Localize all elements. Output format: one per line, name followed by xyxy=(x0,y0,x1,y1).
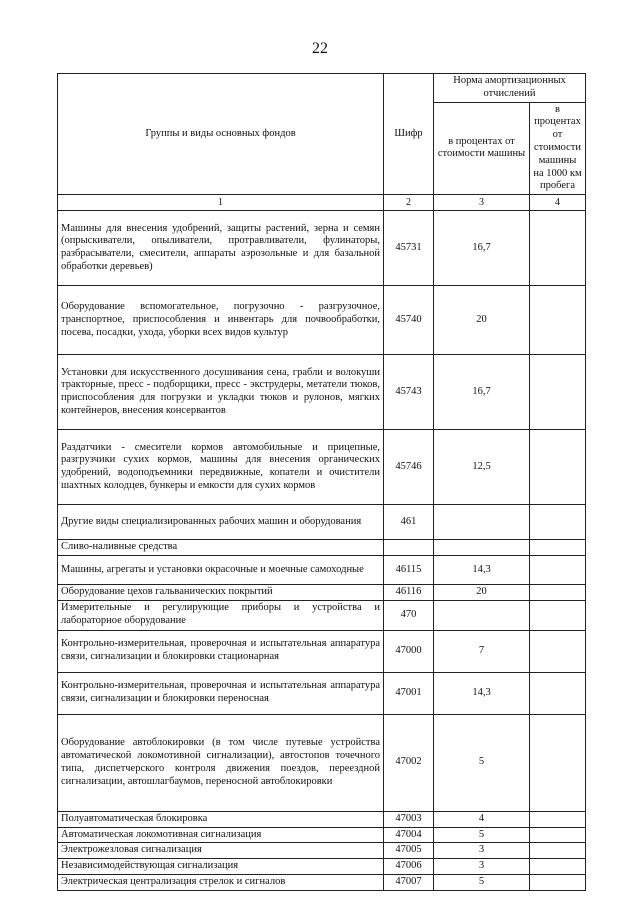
row-code: 47007 xyxy=(384,874,434,890)
row-description: Оборудование вспомогательное, погрузочно - разгрузочное, транспортное, приспособления и инвентарь для почвообработки, посева, посадки, ухода, уборки всех видов культур xyxy=(58,286,384,355)
table-row xyxy=(58,211,586,286)
row-description: Полуавтоматическая блокировка xyxy=(58,811,384,827)
row-rate: 12,5 xyxy=(434,430,530,505)
row-description: Измерительные и регулирующие приборы и устройства и лабораторное оборудование xyxy=(58,600,384,630)
table-row xyxy=(58,827,586,843)
table-row xyxy=(58,555,586,584)
row-code: 45746 xyxy=(384,430,434,505)
row-rate-km xyxy=(530,827,586,843)
table-row xyxy=(58,630,586,672)
row-rate: 5 xyxy=(434,827,530,843)
row-rate: 4 xyxy=(434,811,530,827)
page-number: 22 xyxy=(312,40,328,57)
row-rate: 7 xyxy=(434,630,530,672)
row-code: 45731 xyxy=(384,211,434,286)
row-code: 47002 xyxy=(384,714,434,811)
row-description: Электрическая централизация стрелок и сигналов xyxy=(58,874,384,890)
row-code: 47005 xyxy=(384,843,434,859)
table-row xyxy=(58,540,586,556)
column-number: 4 xyxy=(530,195,586,211)
row-rate: 16,7 xyxy=(434,211,530,286)
header-groups: Группы и виды основных фондов xyxy=(58,74,384,195)
row-rate: 5 xyxy=(434,874,530,890)
row-rate-km xyxy=(530,286,586,355)
table-row xyxy=(58,843,586,859)
table-row xyxy=(58,672,586,714)
row-code: 46115 xyxy=(384,555,434,584)
row-description: Автоматическая локомотивная сигнализация xyxy=(58,827,384,843)
row-rate-km xyxy=(530,859,586,875)
row-description: Машины, агрегаты и установки окрасочные и моечные самоходные xyxy=(58,555,384,584)
row-rate-km xyxy=(530,584,586,600)
table-row xyxy=(58,430,586,505)
row-code: 461 xyxy=(384,505,434,540)
row-rate: 3 xyxy=(434,859,530,875)
table-row xyxy=(58,859,586,875)
row-rate: 16,7 xyxy=(434,355,530,430)
column-number: 3 xyxy=(434,195,530,211)
row-rate-km xyxy=(530,211,586,286)
row-description: Машины для внесения удобрений, защиты растений, зерна и семян (опрыскиватели, опыливатели, протравливатели, фулинаторы, разбрасыватели, смесители, аппараты аэрозольные и для базальной обработки деревьев) xyxy=(58,211,384,286)
depreciation-norms-table xyxy=(57,73,586,891)
table-row xyxy=(58,505,586,540)
column-number: 2 xyxy=(384,195,434,211)
table-header-row xyxy=(58,74,586,103)
column-number-row xyxy=(58,195,586,211)
row-rate-km xyxy=(530,714,586,811)
row-code: 45740 xyxy=(384,286,434,355)
header-pct-km: в процентах от стоимости машины на 1000 км пробега xyxy=(530,102,586,195)
column-number: 1 xyxy=(58,195,384,211)
table-row xyxy=(58,584,586,600)
row-description: Установки для искусственного досушивания сена, грабли и волокуши тракторные, пресс - подборщики, пресс - экструдеры, метатели тюков, приспособления для погрузки и укладки тюков и рулонов, мягких контейнеров, внесения консервантов xyxy=(58,355,384,430)
row-description: Оборудование автоблокировки (в том числе путевые устройства автоматической локомотивной сигнализации), автостопов точечного типа, диспетчерского контроля движения поездов, переездной сигнализации, автошлагбаумов, переносной автоблокировки xyxy=(58,714,384,811)
header-code: Шифр xyxy=(384,74,434,195)
row-code: 47001 xyxy=(384,672,434,714)
header-norm: Норма амортизационных отчислений xyxy=(434,74,586,103)
header-pct-cost: в процентах от стоимости машины xyxy=(434,102,530,195)
row-code: 47003 xyxy=(384,811,434,827)
row-description: Электрожезловая сигнализация xyxy=(58,843,384,859)
row-code xyxy=(384,540,434,556)
row-rate: 14,3 xyxy=(434,672,530,714)
row-rate-km xyxy=(530,540,586,556)
row-description: Оборудование цехов гальванических покрытий xyxy=(58,584,384,600)
row-description: Независимодействующая сигнализация xyxy=(58,859,384,875)
row-code: 47000 xyxy=(384,630,434,672)
row-rate-km xyxy=(530,843,586,859)
row-code: 470 xyxy=(384,600,434,630)
table-row xyxy=(58,355,586,430)
row-code: 46116 xyxy=(384,584,434,600)
row-rate: 20 xyxy=(434,286,530,355)
table-row xyxy=(58,874,586,890)
row-rate-km xyxy=(530,600,586,630)
table-row xyxy=(58,600,586,630)
row-rate-km xyxy=(530,630,586,672)
row-rate-km xyxy=(530,355,586,430)
row-rate-km xyxy=(530,811,586,827)
row-rate-km xyxy=(530,874,586,890)
row-rate-km xyxy=(530,555,586,584)
row-code: 45743 xyxy=(384,355,434,430)
row-rate-km xyxy=(530,672,586,714)
row-description: Сливо-наливные средства xyxy=(58,540,384,556)
row-rate: 14,3 xyxy=(434,555,530,584)
row-rate xyxy=(434,505,530,540)
row-rate xyxy=(434,540,530,556)
row-code: 47004 xyxy=(384,827,434,843)
table-row xyxy=(58,714,586,811)
row-rate-km xyxy=(530,505,586,540)
row-rate-km xyxy=(530,430,586,505)
table-row xyxy=(58,286,586,355)
row-description: Раздатчики - смесители кормов автомобильные и прицепные, разгрузчики сухих кормов, машины для внесения органических удобрений, водоподъемники передвижные, копатели и очистители шахтных колодцев, бункеры и емкости для сухих кормов xyxy=(58,430,384,505)
row-rate xyxy=(434,600,530,630)
row-code: 47006 xyxy=(384,859,434,875)
table-row xyxy=(58,811,586,827)
row-description: Другие виды специализированных рабочих машин и оборудования xyxy=(58,505,384,540)
row-rate: 20 xyxy=(434,584,530,600)
row-description: Контрольно-измерительная, проверочная и испытательная аппаратура связи, сигнализации и блокировки переносная xyxy=(58,672,384,714)
row-description: Контрольно-измерительная, проверочная и испытательная аппаратура связи, сигнализации и блокировки стационарная xyxy=(58,630,384,672)
row-rate: 3 xyxy=(434,843,530,859)
row-rate: 5 xyxy=(434,714,530,811)
